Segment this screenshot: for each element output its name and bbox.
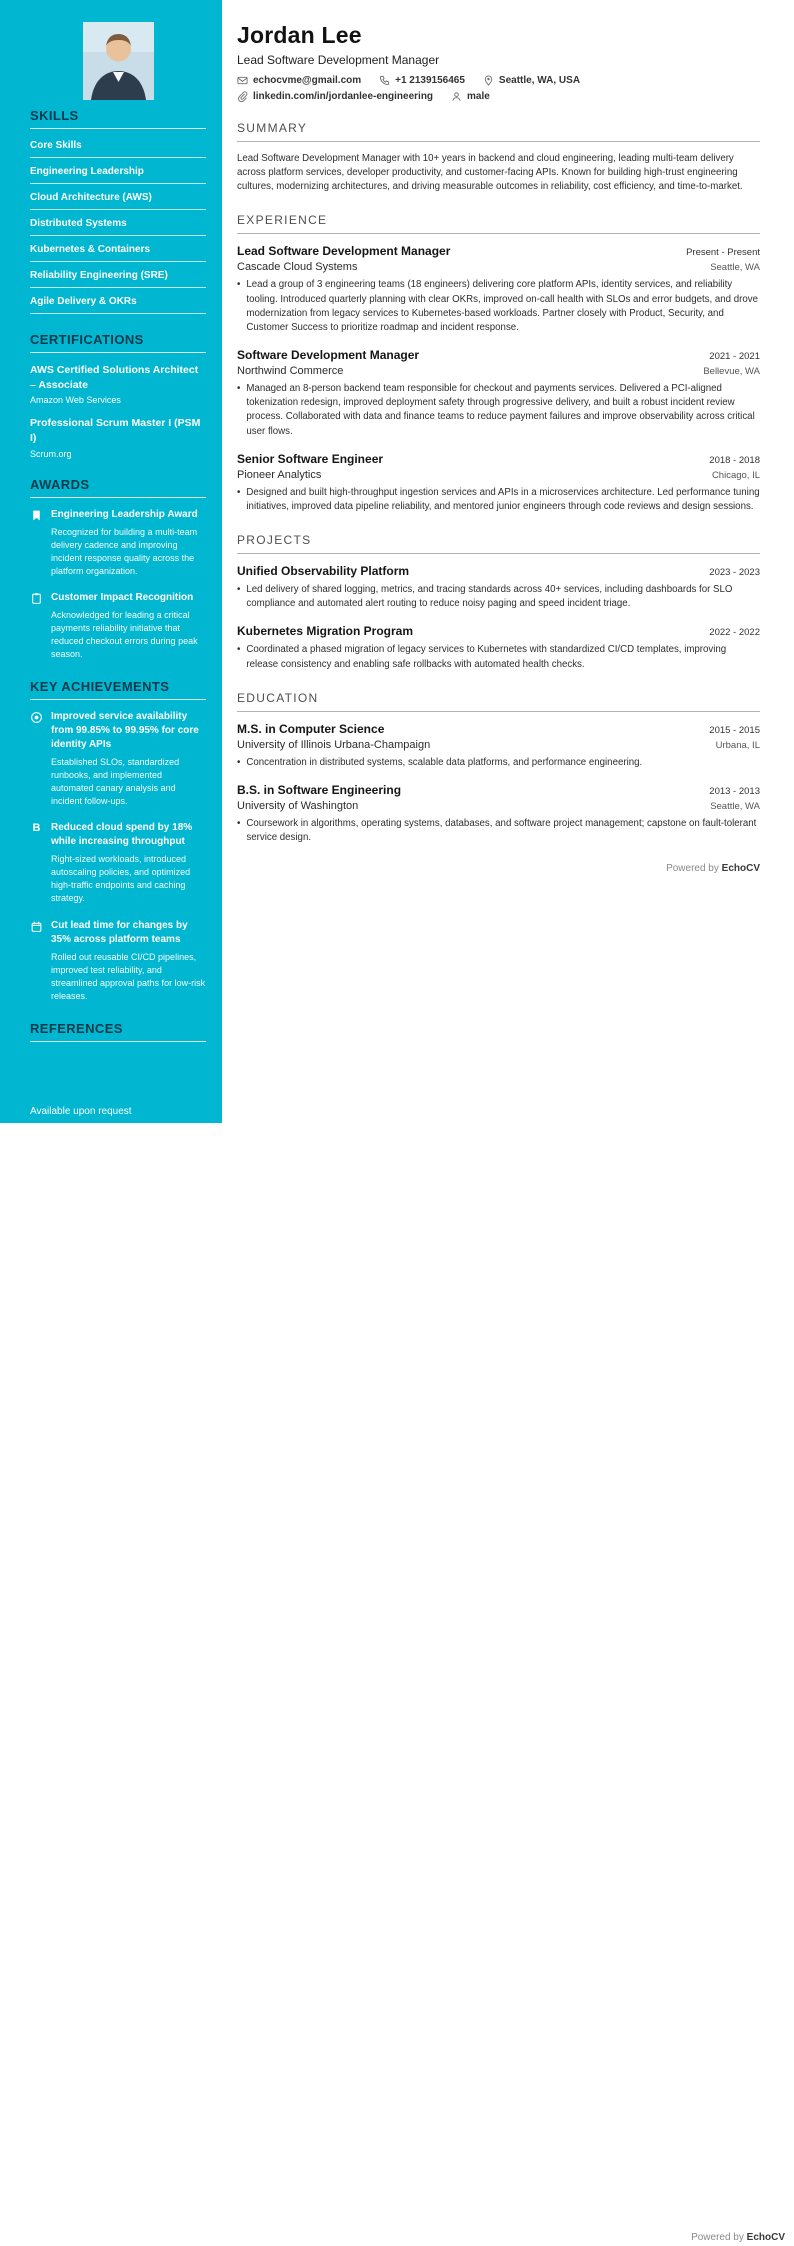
- contact-linkedin-text: linkedin.com/in/jordanlee-engineering: [253, 91, 434, 102]
- profile-photo: [83, 22, 154, 100]
- project-entry: [237, 564, 760, 611]
- candidate-title: Lead Software Development Manager: [237, 53, 440, 67]
- key-achievements-heading: KEY ACHIEVEMENTS: [30, 679, 206, 700]
- certifications-heading: CERTIFICATIONS: [30, 332, 206, 353]
- job-title: Lead Software Development Manager: [237, 244, 451, 259]
- bullet-dot: •: [237, 279, 241, 291]
- job-dates: 2018 - 2018: [709, 454, 760, 466]
- award-item: [30, 508, 206, 578]
- resume-header: [237, 22, 760, 102]
- skill-item: Distributed Systems: [30, 217, 206, 236]
- contact-location: [483, 75, 580, 86]
- contact-row-2: [237, 91, 760, 102]
- job-bullet: • Managed an 8-person backend team responsible for checkout and payments services. Delivered a PCI-aligned tokenization redesign, improved deployment safety through progressive delivery, and built a robust incident review process. Collaborated with data and finance teams to reduce payment failures and improve observability across critical user flows.: [237, 382, 760, 439]
- skill-item: Kubernetes & Containers: [30, 243, 206, 262]
- award-title: Customer Impact Recognition: [51, 591, 194, 603]
- school-name: University of Illinois Urbana-Champaign: [237, 738, 431, 751]
- page-2: [0, 1123, 794, 2246]
- bold-icon: B: [32, 822, 41, 835]
- school-location: Urbana, IL: [715, 739, 760, 751]
- job-company: Pioneer Analytics: [237, 468, 322, 481]
- bullet-dot: •: [237, 584, 241, 596]
- email-icon: [237, 75, 248, 86]
- skill-item: Reliability Engineering (SRE): [30, 269, 206, 288]
- achievement-description: Rolled out reusable CI/CD pipelines, improved test reliability, and streamlined approval paths for low-risk releases.: [51, 951, 206, 1001]
- project-entry: [237, 624, 760, 671]
- award-title: Engineering Leadership Award: [51, 508, 198, 520]
- achievement-title: Reduced cloud spend by 18% while increasing throughput: [51, 822, 193, 848]
- job-company: Cascade Cloud Systems: [237, 261, 358, 274]
- project-title: Kubernetes Migration Program: [237, 624, 414, 639]
- sidebar-section-certifications: [30, 332, 206, 459]
- awards-heading: AWARDS: [30, 477, 206, 498]
- bullet-dot: •: [237, 817, 241, 829]
- project-bullet: • Led delivery of shared logging, metrics, and tracing standards across 40+ services, including dashboards for SLO compliance and automated alert routing to reduce noisy paging and speed incident triage.: [237, 583, 760, 611]
- achievement-item: [30, 710, 206, 808]
- bullet-dot: •: [237, 756, 241, 768]
- link-icon: [237, 91, 248, 102]
- experience-entry: [237, 348, 760, 439]
- achievement-title: Improved service availability from 99.85% to 99.95% for core identity APIs: [51, 711, 199, 751]
- contact-location-text: Seattle, WA, USA: [498, 75, 581, 86]
- skill-item: Agile Delivery & OKRs: [30, 295, 206, 314]
- section-experience: [237, 213, 760, 514]
- certification-item: [30, 416, 206, 458]
- achievement-description: Right-sized workloads, introduced autoscaling policies, and optimized high-traffic endpoints and caching strategy.: [51, 854, 191, 904]
- achievement-item: [30, 821, 206, 905]
- education-bullet: • Coursework in algorithms, operating systems, databases, and software project management; capstone on fault-tolerant service design.: [237, 817, 760, 845]
- skills-heading: SKILLS: [30, 108, 206, 129]
- clipboard-icon: [30, 592, 43, 605]
- sidebar-section-key-achievements: [30, 679, 206, 1003]
- skill-item: Cloud Architecture (AWS): [30, 191, 206, 210]
- contact-phone-text: +1 2139156465: [395, 75, 465, 86]
- candidate-name: Jordan Lee: [237, 22, 362, 48]
- job-location: Seattle, WA: [710, 262, 760, 274]
- contact-gender: [451, 91, 490, 102]
- job-bullet: • Designed and built high-throughput ingestion services and APIs in a microservices architecture. Led performance tuning initiatives, improved data pipeline reliability, and mentored junior engineers through code reviews and design sessions.: [237, 486, 760, 514]
- projects-heading: PROJECTS: [237, 533, 760, 554]
- powered-by-footer: [237, 863, 760, 874]
- achievement-title: Cut lead time for changes by 35% across platform teams: [51, 919, 188, 945]
- sidebar-section-skills: [30, 108, 206, 314]
- project-dates: 2023 - 2023: [709, 567, 760, 579]
- education-dates: 2015 - 2015: [709, 724, 760, 736]
- powered-by-prefix: Powered by: [666, 863, 719, 875]
- sidebar: [0, 0, 222, 1123]
- degree-title: B.S. in Software Engineering: [237, 782, 402, 797]
- job-company: Northwind Commerce: [237, 365, 344, 378]
- job-bullet: • Lead a group of 3 engineering teams (18 engineers) delivering core platform APIs, identity services, and reliability tooling. Introduced quarterly planning with clear OKRs, improved on-call health with SLOs and error budgets, and drove modernization from legacy services to Kubernetes-based workloads. Partner closely with Product, Security, and Customer Success to prioritize roadmap and incident response.: [237, 278, 760, 335]
- project-title: Unified Observability Platform: [237, 564, 410, 579]
- job-location: Bellevue, WA: [703, 366, 760, 378]
- certification-name: Professional Scrum Master I (PSM I): [30, 417, 201, 445]
- sidebar-section-awards: [30, 477, 206, 661]
- contact-linkedin[interactable]: [237, 91, 433, 102]
- job-dates: Present - Present: [686, 247, 760, 259]
- achievement-item: [30, 919, 206, 1003]
- achievement-description: Established SLOs, standardized runbooks, and implemented automated canary analysis and incident follow-ups.: [51, 757, 180, 807]
- experience-entry: [237, 452, 760, 514]
- project-bullet: • Coordinated a phased migration of legacy services to Kubernetes with standardized CI/CD templates, improving release consistency and enabling safe rollbacks with automated health checks.: [237, 643, 760, 671]
- education-bullet: • Concentration in distributed systems, scalable data platforms, and performance engineering.: [237, 756, 760, 770]
- main-content: [222, 0, 794, 874]
- contact-email[interactable]: [237, 75, 361, 86]
- powered-by-brand: EchoCV: [746, 2232, 785, 2243]
- sidebar-section-references: [30, 1021, 206, 1117]
- experience-heading: EXPERIENCE: [237, 213, 760, 234]
- job-title: Software Development Manager: [237, 348, 420, 363]
- project-dates: 2022 - 2022: [709, 627, 760, 639]
- contact-gender-text: male: [467, 91, 490, 102]
- contact-email-text: echocvme@gmail.com: [253, 75, 362, 86]
- location-icon: [483, 75, 494, 86]
- skill-item: Core Skills: [30, 139, 206, 158]
- contact-row-1: [237, 75, 760, 86]
- summary-text: Lead Software Development Manager with 10+ years in backend and cloud engineering, leading multi-team delivery across platform services, developer productivity, and customer-facing APIs. Known for building high-trust engineering cultures, modernizing architectures, and driving measurable outcomes in reliability, cost efficiency, and time-to-market.: [237, 153, 743, 193]
- certification-issuer: Amazon Web Services: [30, 395, 121, 406]
- school-name: University of Washington: [237, 799, 359, 812]
- bullet-dot: •: [237, 644, 241, 656]
- certification-name: AWS Certified Solutions Architect – Associate: [30, 364, 199, 391]
- education-entry: [237, 783, 760, 845]
- education-entry: [237, 722, 760, 770]
- profile-photo-image: [83, 22, 154, 100]
- references-note: Available upon request: [30, 1105, 132, 1117]
- summary-heading: SUMMARY: [237, 121, 760, 142]
- section-summary: [237, 121, 760, 194]
- job-title: Senior Software Engineer: [237, 451, 384, 466]
- award-description: Recognized for building a multi-team delivery cadence and improving incident response quality across the platform organization.: [51, 526, 198, 576]
- section-education: [237, 691, 760, 845]
- powered-by-brand: EchoCV: [721, 863, 760, 875]
- contact-phone: [379, 75, 465, 86]
- experience-entry: [237, 244, 760, 335]
- person-icon: [451, 91, 462, 102]
- bookmark-icon: [30, 509, 43, 522]
- degree-title: M.S. in Computer Science: [237, 721, 385, 736]
- calendar-icon: [30, 920, 43, 933]
- bullet-dot: •: [237, 486, 241, 498]
- certification-item: [30, 363, 206, 405]
- bullet-dot: •: [237, 383, 241, 395]
- award-description: Acknowledged for leading a critical payments reliability initiative that reduced checkout errors during peak season.: [51, 609, 198, 660]
- school-location: Seattle, WA: [710, 800, 760, 812]
- powered-by-prefix: Powered by: [691, 2232, 744, 2243]
- job-dates: 2021 - 2021: [709, 351, 760, 363]
- phone-icon: [379, 75, 390, 86]
- certification-issuer: Scrum.org: [30, 448, 72, 459]
- references-heading: REFERENCES: [30, 1021, 206, 1042]
- section-projects: [237, 533, 760, 672]
- job-location: Chicago, IL: [711, 469, 760, 481]
- powered-by-footer-bottom: [691, 2232, 785, 2243]
- target-icon: [30, 711, 43, 724]
- education-heading: EDUCATION: [237, 691, 760, 712]
- education-dates: 2013 - 2013: [709, 785, 760, 797]
- skill-item: Engineering Leadership: [30, 165, 206, 184]
- award-item: [30, 591, 206, 661]
